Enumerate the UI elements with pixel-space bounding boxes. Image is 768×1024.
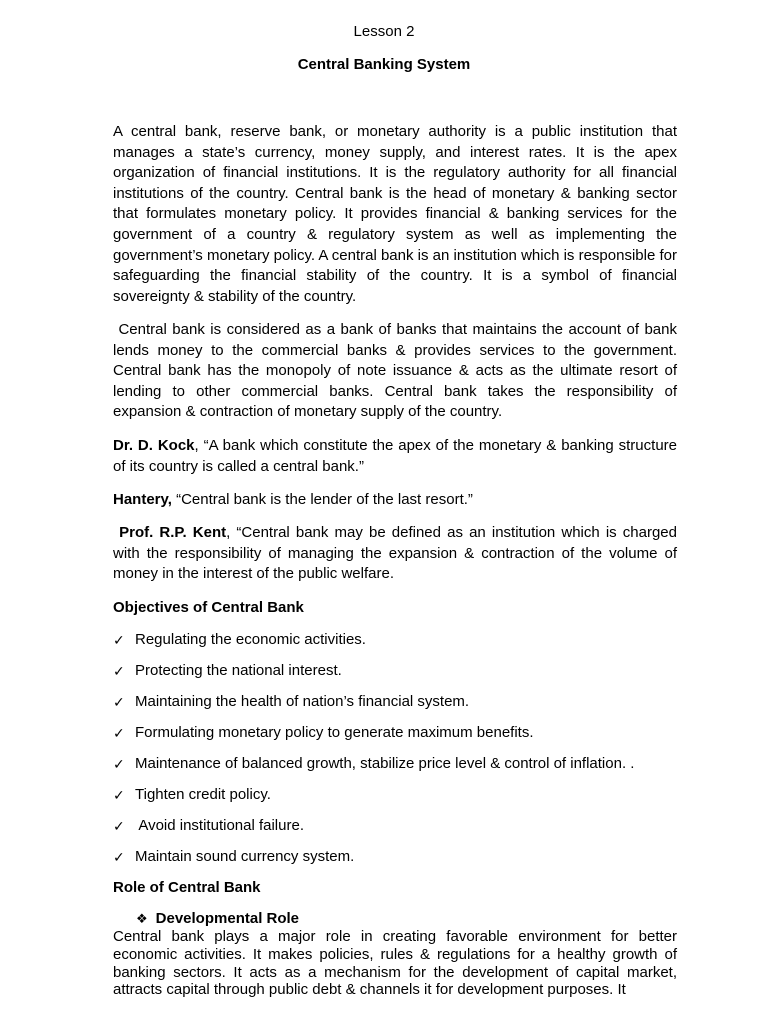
list-item [113, 847, 634, 878]
list-item [113, 785, 634, 816]
diamond-bullet-icon: ❖ [136, 911, 148, 926]
checkmark-icon: ✓ [113, 756, 125, 772]
definition-separator: , [194, 437, 204, 454]
checkmark-icon: ✓ [113, 849, 125, 865]
list-item [113, 754, 634, 785]
list-item-text: Regulating the economic activities. [135, 631, 366, 648]
objectives-list [113, 630, 634, 878]
list-item-text: Maintain sound currency system. [135, 848, 355, 865]
list-item [113, 816, 634, 847]
definition-author: Hantery, [113, 491, 172, 508]
list-item [113, 661, 634, 692]
definition-kock [113, 436, 677, 477]
developmental-role-heading [136, 909, 299, 929]
definition-author: Prof. R.P. Kent [119, 524, 227, 541]
list-item-text: Tighten credit policy. [135, 786, 271, 803]
list-item-text: Avoid institutional failure. [135, 817, 304, 834]
definition-separator: , [226, 524, 237, 541]
intro-paragraph: A central bank, reserve bank, or monetary authority is a public institution that manages a state’s currency, money supply, and interest rates. It is the apex organization of financial institutions. It is the regulatory authority for all financial institutions of the country. Central bank is the head of monetary & banking sector that formulates monetary policy. It provides financial & banking services for the government of a country & regulatory system as well as implementing the government’s monetary policy. A central bank is an institution which is responsible for safeguarding the financial stability of the country. It is a symbol of financial sovereignty & stability of the country. [113, 123, 677, 305]
definition-quote: “Central bank is the lender of the last resort.” [176, 491, 473, 508]
checkmark-icon: ✓ [113, 725, 125, 741]
list-item [113, 692, 634, 723]
objectives-heading: Objectives of Central Bank [113, 599, 304, 616]
bank-of-banks-paragraph [113, 320, 677, 423]
list-item-text: Maintaining the health of nation’s financial system. [135, 693, 470, 710]
definition-kent [113, 523, 677, 585]
lesson-label: Lesson 2 [353, 23, 415, 40]
checkmark-icon: ✓ [113, 818, 125, 834]
list-item-text: Maintenance of balanced growth, stabilize price level & control of inflation. . [135, 755, 635, 772]
list-item [113, 723, 634, 754]
definition-hantery [113, 490, 677, 511]
list-item [113, 630, 634, 661]
definition-quote: “A bank which constitute the apex of the monetary & banking structure of its country is called a central bank.” [113, 437, 677, 475]
developmental-role-paragraph: Central bank plays a major role in creating favorable environment for better economic activities. It makes policies, rules & regulations for a healthy growth of banking sectors. It acts as a mechanism for the development of capital market, attracts capital through public debt & channels it for development purposes. It [113, 928, 677, 999]
checkmark-icon: ✓ [113, 632, 125, 648]
definition-quote: “Central bank may be defined as an institution which is charged with the responsibility of managing the expansion & contraction of the volume of money in the interest of the public welfare. [113, 524, 677, 583]
bank-of-banks-text: Central bank is considered as a bank of banks that maintains the account of bank lends money to the commercial banks & provides services to the government. Central bank has the monopoly of note issuance & acts as the ultimate resort of lending to other commercial banks. Central bank takes the responsibility of expansion & contraction of monetary supply of the country. [113, 321, 677, 421]
page-title: Central Banking System [297, 56, 471, 73]
role-heading: Role of Central Bank [113, 879, 261, 896]
definition-author: Dr. D. Kock [113, 437, 195, 454]
checkmark-icon: ✓ [113, 694, 125, 710]
list-item-text: Protecting the national interest. [135, 662, 342, 679]
list-item-text: Formulating monetary policy to generate maximum benefits. [135, 724, 534, 741]
checkmark-icon: ✓ [113, 787, 125, 803]
checkmark-icon: ✓ [113, 663, 125, 679]
developmental-role-label: Developmental Role [155, 910, 300, 927]
